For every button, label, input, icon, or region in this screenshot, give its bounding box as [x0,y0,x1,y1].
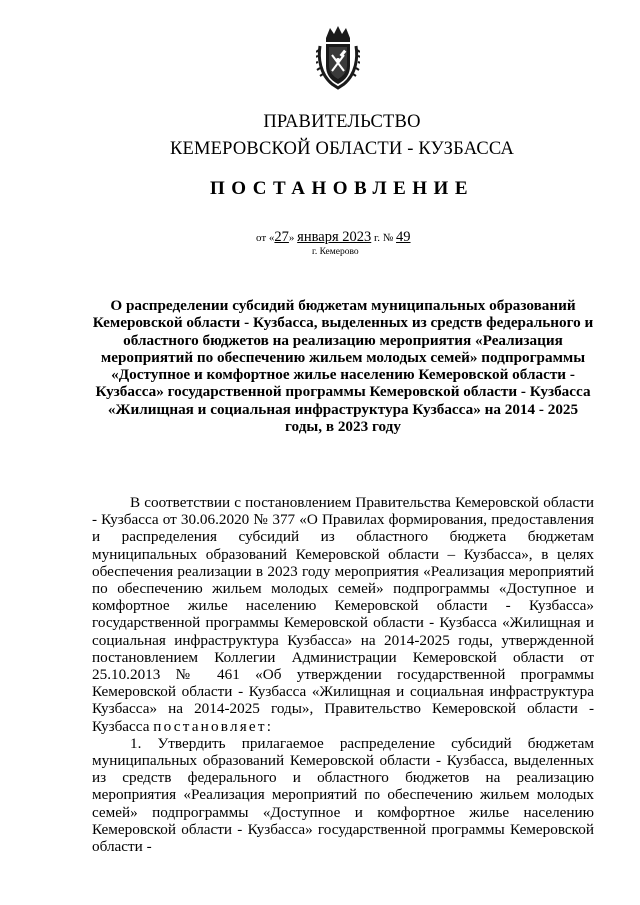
date-number-line [256,229,411,246]
date-suffix: г. № [371,232,397,244]
preamble-paragraph [92,494,594,735]
coat-of-arms-icon [316,24,360,92]
city-label: г. Кемерово [312,247,359,257]
document-type-heading: ПОСТАНОВЛЕНИЕ [209,178,475,199]
date-prefix: от « [256,232,275,244]
date-mid: » [288,232,298,244]
decree-word: постановляет: [153,717,274,735]
date-day: 27 [274,229,289,245]
date-month-year: января 2023 [297,229,372,245]
item-1-paragraph: 1. Утвердить прилагаемое распределение субсидий бюджетам муниципальных образований Кемеровской области - Кузбасса, выделенных из средств федерального и областного бюджетов на реализацию мероприятия «Реализация мероприятий по обеспечению жильем молодых семей» подпрограммы «Доступное и комфортное жилье населению Кемеровской области - Кузбасса» государственной программы Кемеровской области - [92,734,594,856]
government-title-line2: КЕМЕРОВСКОЙ ОБЛАСТИ - КУЗБАССА [169,139,515,159]
document-body [92,494,594,855]
document-title: О распределении субсидий бюджетам муниципальных образований Кемеровской области - Кузбасса, выделенных из средств федерального и областного бюджетов на реализацию мероприятия «Реализация мероприятий по обеспечению жильем молодых семей» подпрограммы «Доступное и комфортное жилье населению Кемеровской области - Кузбасса» государственной программы Кемеровской области - Кузбасса «Жилищная и социальная инфраструктура Кузбасса» на 2014 - 2025 годы, в 2023 году [92,297,594,436]
document-number: 49 [396,229,411,245]
government-title-line1: ПРАВИТЕЛЬСТВО [263,112,421,132]
preamble-text: В соответствии с постановлением Правительства Кемеровской области - Кузбасса от 30.06.2020 № 377 «О Правилах формирования, предоставления и распределения субсидий из областного бюджета бюджетам муниципальных образований Кемеровской области – Кузбасса», в целях обеспечения реализации в 2023 году мероприятия «Реализация мероприятий по обеспечению жильем молодых семей» подпрограммы «Доступное и комфортное жилье населению Кемеровской области - Кузбасса» государственной программы Кемеровской области - Кузбасса «Жилищная и социальная инфраструктура Кузбасса» на 2014-2025 годы, утвержденной постановлением Коллегии Администрации Кемеровской области от 25.10.2013 № 461 «Об утверждении государственной программы Кемеровской области - Кузбасса «Жилищная и социальная инфраструктура Кузбасса» на 2014-2025 годы», Правительство Кемеровской области - Кузбасса [92,494,594,735]
